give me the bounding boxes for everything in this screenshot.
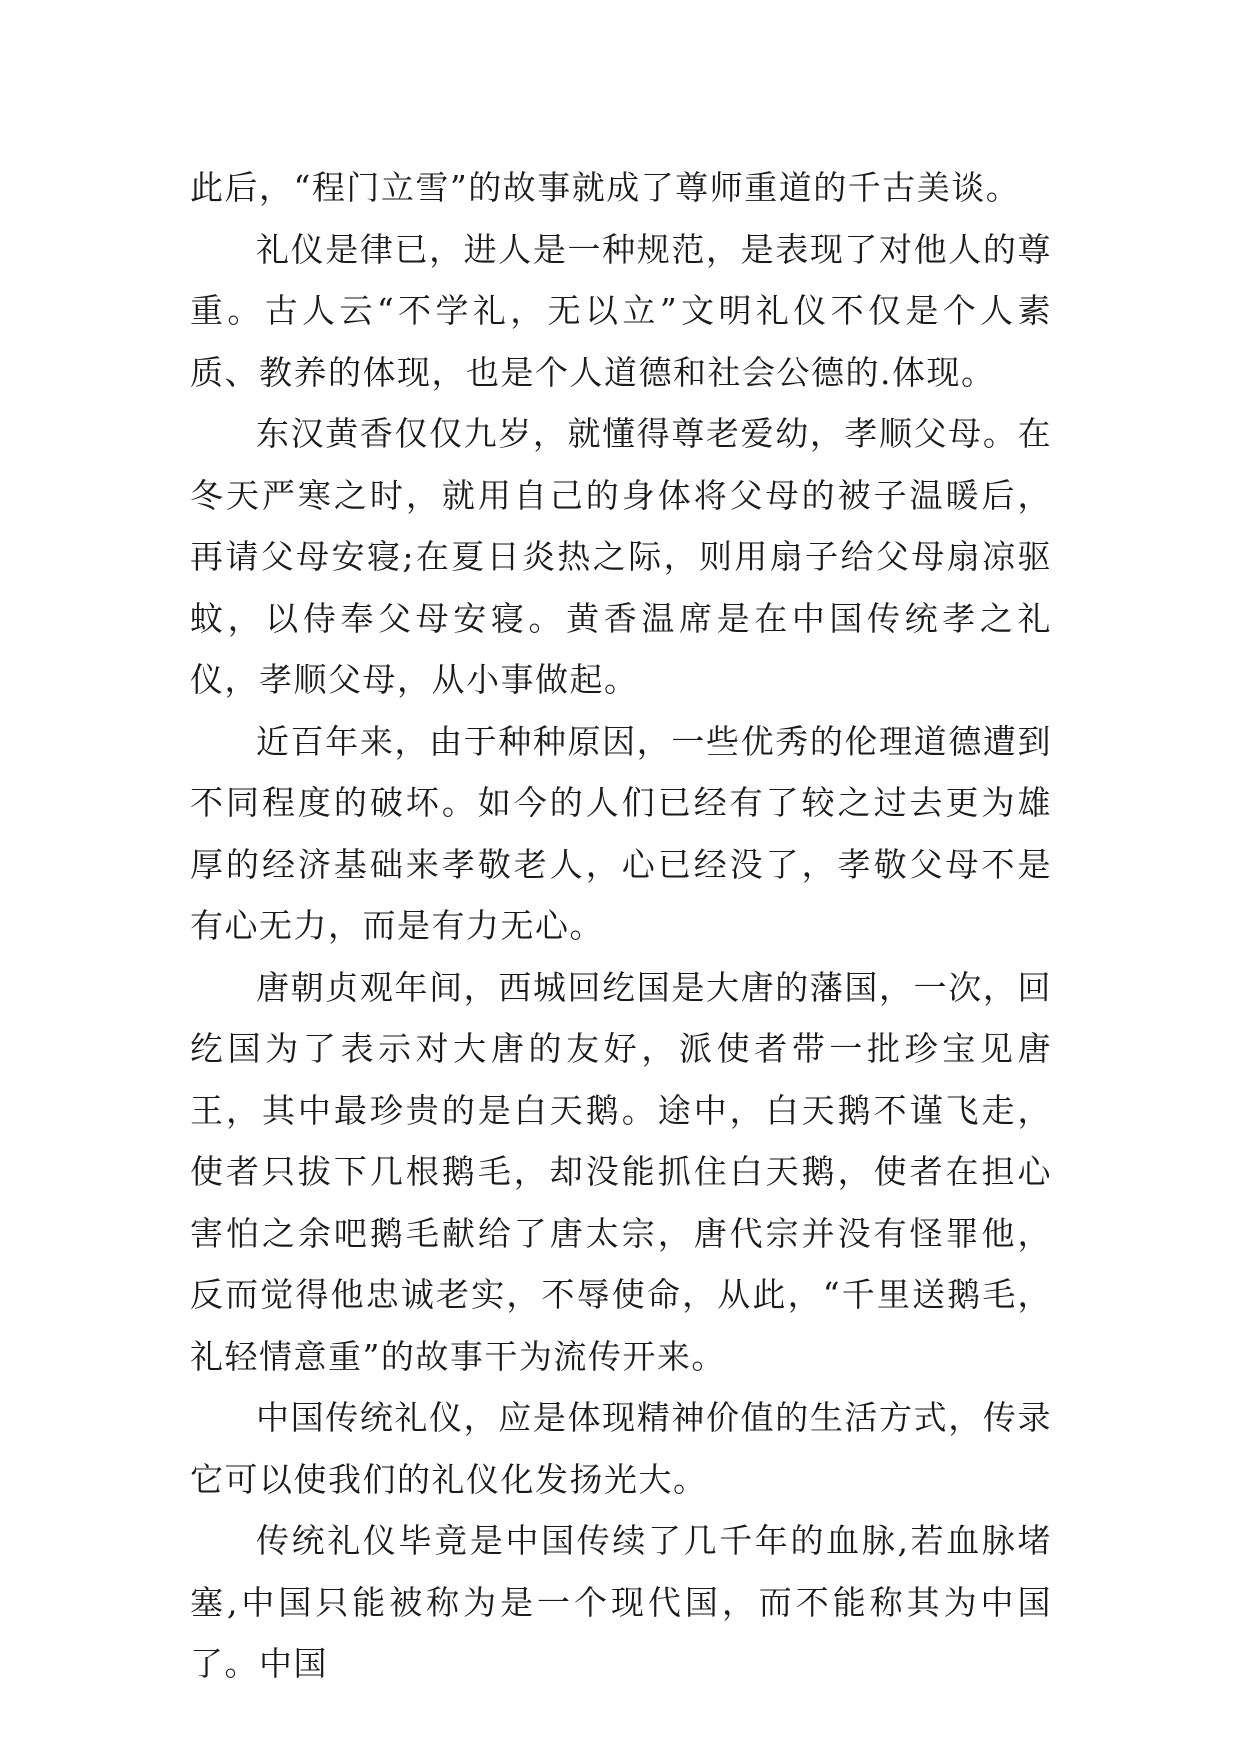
paragraph: 礼仪是律已，进人是一种规范，是表现了对他人的尊重。古人云“不学礼，无以立”文明礼仪不仅是个人素质、教养的体现，也是个人道德和社会公德的.体现。 [190, 229, 1052, 392]
paragraph: 东汉黄香仅仅九岁，就懂得尊老爱幼，孝顺父母。在冬天严寒之时，就用自己的身体将父母的被子温暖后，再请父母安寝;在夏日炎热之际，则用扇子给父母扇凉驱蚊，以侍奉父母安寝。黄香温席是在中国传统孝之礼仪，孝顺父母，从小事做起。 [190, 414, 1052, 699]
paragraph: 近百年来，由于种种原因，一些优秀的伦理道德遭到不同程度的破坏。如今的人们已经有了较之过去更为雄厚的经济基础来孝敬老人，心已经没了，孝敬父母不是有心无力，而是有力无心。 [190, 721, 1052, 945]
document-body [190, 157, 1052, 1695]
paragraph: 传统礼仪毕竟是中国传续了几千年的血脉,若血脉堵塞,中国只能被称为是一个现代国，而不能称其为中国了。中国 [190, 1521, 1052, 1683]
paragraph: 唐朝贞观年间，西城回纥国是大唐的藩国，一次，回纥国为了表示对大唐的友好，派使者带一批珍宝见唐王，其中最珍贵的是白天鹅。途中，白天鹅不谨飞走，使者只拔下几根鹅毛，却没能抓住白天鹅，使者在担心害怕之余吧鹅毛献给了唐太宗，唐代宗并没有怪罪他，反而觉得他忠诚老实，不辱使命，从此，“千里送鹅毛，礼轻情意重”的故事干为流传开来。 [190, 967, 1052, 1376]
paragraph: 中国传统礼仪，应是体现精神价值的生活方式，传录它可以使我们的礼仪化发扬光大。 [190, 1398, 1052, 1499]
paragraph-continuation: 此后，“程门立雪”的故事就成了尊师重道的千古美谈。 [190, 168, 1021, 207]
